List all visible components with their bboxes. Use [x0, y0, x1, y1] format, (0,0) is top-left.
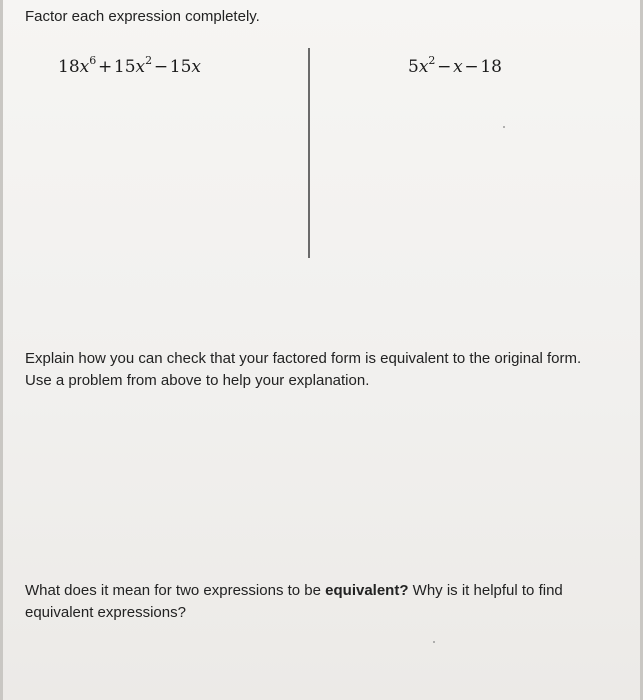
expr-right-const: 18 — [480, 57, 502, 77]
expr-left-coef2: 15 — [113, 57, 136, 77]
equivalent-prompt-after: Why is it helpful to find equivalent expressions? — [25, 582, 563, 621]
paper-speck — [503, 126, 505, 128]
expr-left-op2: − — [153, 57, 169, 77]
expr-right-op1: − — [437, 57, 452, 77]
expr-right-exp1: 2 — [428, 54, 436, 67]
expr-left-exp2: 2 — [145, 54, 153, 67]
expression-right: $5x^2$ − x − 18 — [408, 54, 502, 77]
expr-left-coef1: 18 — [58, 57, 80, 77]
equivalent-prompt-before: What does it mean for two expressions to be — [25, 582, 326, 599]
explain-prompt: Explain how you can check that your factored form is equivalent to the original form. Use a problem from above to help your explanation. — [25, 350, 582, 389]
expr-left-term3: 15 — [169, 57, 192, 77]
expr-right-coef1: 5 — [408, 57, 419, 77]
column-divider — [308, 48, 310, 258]
paper-speck — [433, 641, 435, 643]
equivalent-prompt-bold: equivalent? — [325, 582, 409, 599]
expr-left-op1: + — [97, 57, 113, 77]
equivalent-prompt — [25, 580, 605, 624]
expr-right-op2: − — [464, 57, 479, 77]
expression-left: $18x^6$ + $15x^2$ − 15x — [58, 54, 202, 77]
expr-left-exp1: 6 — [89, 54, 97, 67]
page-left-edge — [0, 0, 3, 700]
instruction-text: Factor each expression completely. — [25, 8, 260, 25]
